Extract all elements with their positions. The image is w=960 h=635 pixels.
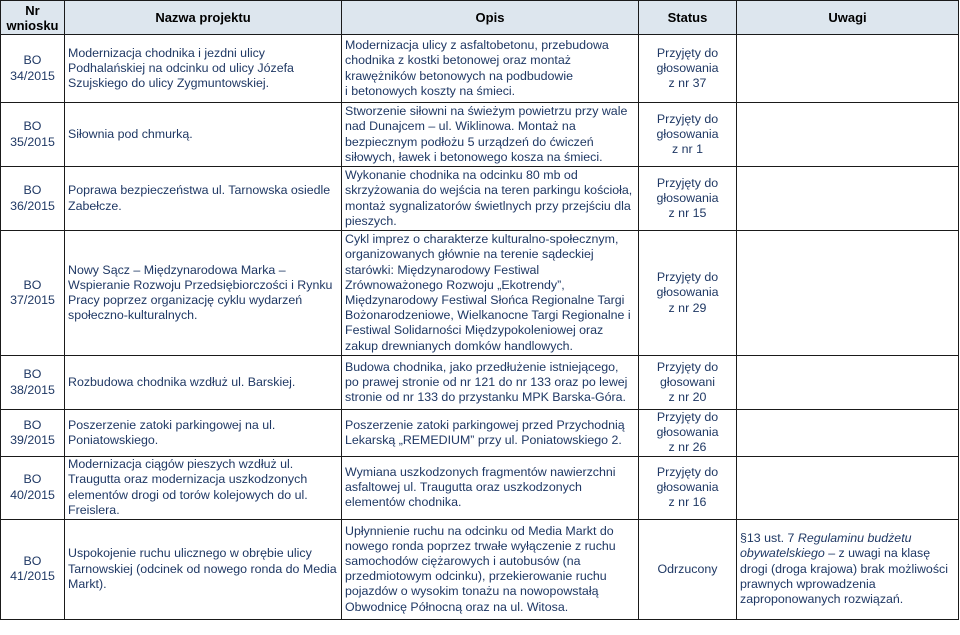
row-nr: BO 39/2015 [1,410,65,457]
row-name: Rozbudowa chodnika wzdłuż ul. Barskiej. [65,356,342,410]
row-name: Uspokojenie ruchu ulicznego w obrębie ulicy Tarnowskiej (odcinek od nowego ronda do Media Markt). [65,519,342,619]
notes-regulation-title: Regulaminu budżetu obywatelskiego [740,531,912,561]
row-notes [737,410,959,457]
table-row [1,167,959,231]
row-nr: BO 41/2015 [1,519,65,619]
table-row [1,356,959,410]
column-header-desc: Opis [342,1,639,35]
row-desc: Upłynnienie ruchu na odcinku od Media Markt do nowego ronda poprzez trwałe wyłączenie z ruchu samochodów ciężarowych i autobusów (na przedmiotowym odcinku), przekierowanie ruchu pojazdów o wysokim tonażu na nowopowstałą Obwodnicę Północną oraz na ul. Witosa. [342,519,639,619]
row-name: Modernizacja ciągów pieszych wzdłuż ul. Traugutta oraz modernizacja uszkodzonych elementów drogi od torów kolejowych do ul. Freislera. [65,456,342,519]
row-notes [737,356,959,410]
notes-text: – z uwagi na klasę drogi (droga krajowa) brak możliwości prawnych wprowadzenia zaproponowanych rozwiązań. [740,546,948,606]
row-status: Przyjęty do głosowania z nr 26 [639,410,737,457]
notes-reference: §13 ust. 7 [740,531,795,546]
row-status: Przyjęty do głosowania z nr 29 [639,231,737,356]
table-row [1,35,959,103]
column-header-notes: Uwagi [737,1,959,35]
row-nr: BO 38/2015 [1,356,65,410]
row-name: Nowy Sącz – Międzynarodowa Marka – Wspieranie Rozwoju Przedsiębiorczości i Rynku Pracy poprzez organizację cyklu wydarzeń społeczno-kulturalnych. [65,231,342,356]
row-name: Modernizacja chodnika i jezdni ulicy Podhalańskiej na odcinku od ulicy Józefa Szujskiego do ulicy Zygmuntowskiej. [65,35,342,103]
row-notes [737,519,959,619]
column-header-nr: Nr wniosku [1,1,65,35]
row-status: Przyjęty do głosowania z nr 15 [639,167,737,231]
row-desc: Stworzenie siłowni na świeżym powietrzu przy wale nad Dunajcem – ul. Wiklinowa. Montaż na bezpiecznym podłożu 5 urządzeń do ćwiczeń siłowych, ławek i betonowego kosza na śmieci. [342,103,639,167]
header-row [1,1,959,35]
table-row [1,231,959,356]
row-desc: Wykonanie chodnika na odcinku 80 mb od skrzyżowania do wejścia na teren parkingu kościoła, montaż sygnalizatorów świetlnych przy przejściu dla pieszych. [342,167,639,231]
table-row [1,519,959,619]
row-status: Przyjęty do głosowania z nr 16 [639,456,737,519]
row-nr: BO 40/2015 [1,456,65,519]
row-nr: BO 34/2015 [1,35,65,103]
row-notes [737,103,959,167]
row-name: Poszerzenie zatoki parkingowej na ul. Poniatowskiego. [65,410,342,457]
row-notes [737,456,959,519]
table-row [1,103,959,167]
row-status: Przyjęty do głosowani z nr 20 [639,356,737,410]
row-status: Przyjęty do głosowania z nr 37 [639,35,737,103]
row-nr: BO 36/2015 [1,167,65,231]
column-header-name: Nazwa projektu [65,1,342,35]
column-header-status: Status [639,1,737,35]
row-name: Siłownia pod chmurką. [65,103,342,167]
table-row [1,456,959,519]
row-desc: Budowa chodnika, jako przedłużenie istniejącego, po prawej stronie od nr 121 do nr 133 oraz po lewej stronie od nr 133 do przystanku MPK Barska-Góra. [342,356,639,410]
row-notes [737,35,959,103]
row-nr: BO 37/2015 [1,231,65,356]
row-desc: Cykl imprez o charakterze kulturalno-społecznym, organizowanych głównie na terenie sądeckiej starówki: Międzynarodowy Festiwal Zrównoważonego Rozwoju „Ekotrendy”, Międzynarodowy Festiwal Słońca Regionalne Targi Bożonarodzeniowe, Wielkanocne Targi Regionalne i Festiwal Solidarności Międzypokoleniowej oraz zakup drewnianych domków handlowych. [342,231,639,356]
row-status: Przyjęty do głosowania z nr 1 [639,103,737,167]
row-desc: Poszerzenie zatoki parkingowej przed Przychodnią Lekarską „REMEDIUM” przy ul. Poniatowskiego 2. [342,410,639,457]
row-notes [737,167,959,231]
table-row [1,410,959,457]
row-notes [737,231,959,356]
row-status: Odrzucony [639,519,737,619]
row-desc: Modernizacja ulicy z asfaltobetonu, przebudowa chodnika z kostki betonowej oraz montaż krawężników betonowych na podbudowie i betonowych koszty na śmieci. [342,35,639,103]
row-nr: BO 35/2015 [1,103,65,167]
row-desc: Wymiana uszkodzonych fragmentów nawierzchni asfaltowej ul. Traugutta oraz uszkodzonych elementów chodnika. [342,456,639,519]
row-name: Poprawa bezpieczeństwa ul. Tarnowska osiedle Zabełcze. [65,167,342,231]
